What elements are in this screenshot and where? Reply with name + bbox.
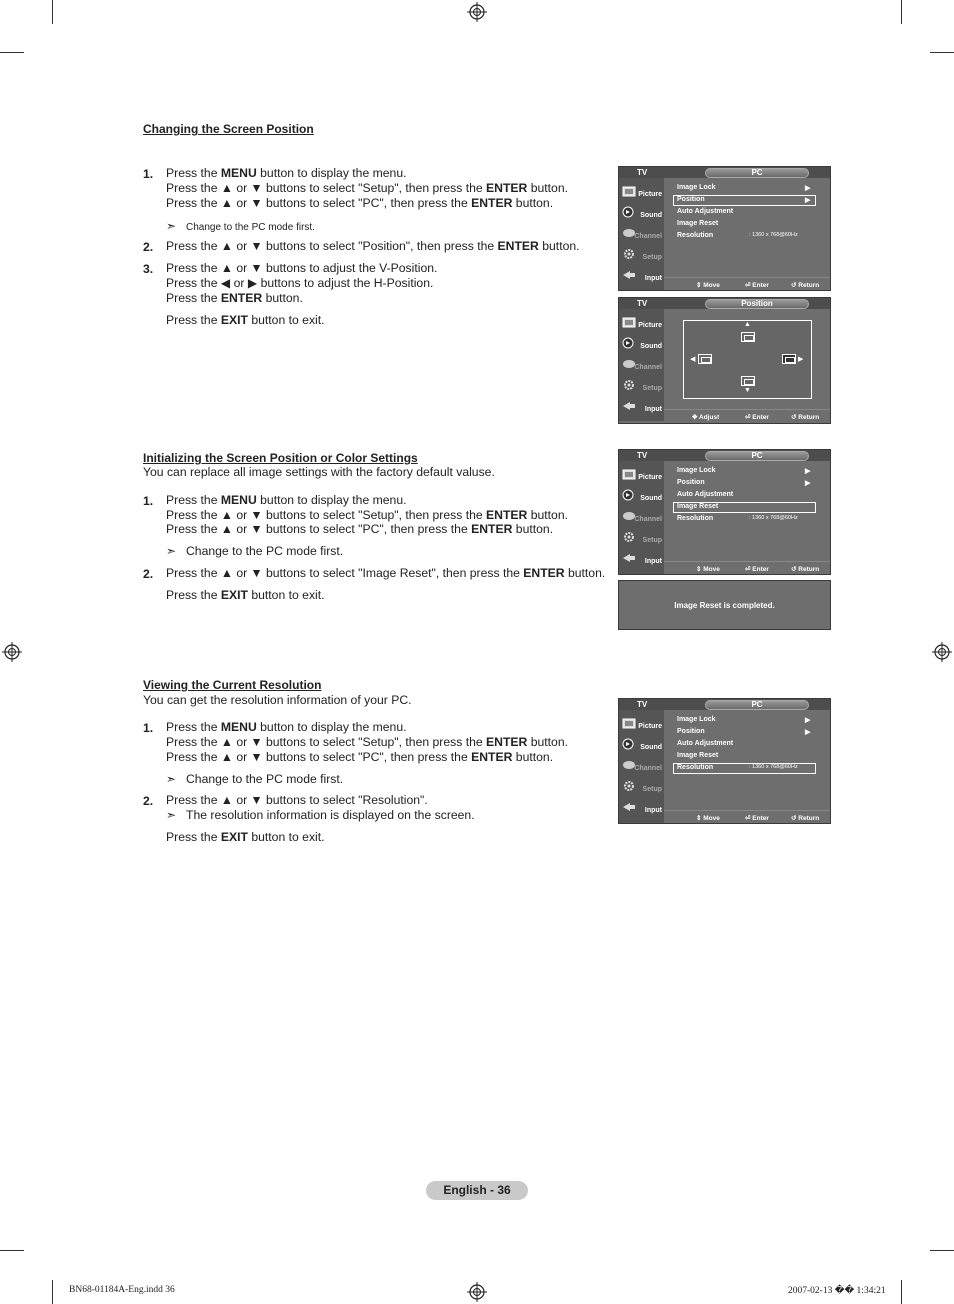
osd-foot-return: ↺ Return: [791, 414, 820, 421]
arrow-right-icon: ▶: [805, 717, 811, 724]
registration-mark-icon: [467, 2, 487, 22]
osd-foot-enter: ⏎ Enter: [745, 566, 769, 573]
picture-icon: [622, 185, 636, 197]
enter-icon: ⏎: [745, 282, 753, 289]
osd-item-auto-adjustment: Auto Adjustment: [677, 208, 734, 215]
note: ➣ The resolution information is displayed on the screen.: [166, 808, 475, 822]
note-arrow-icon: ➣: [166, 772, 177, 786]
osd-side-picture: Picture: [619, 313, 664, 334]
file-name: BN68-01184A-Eng.indd 36: [69, 1285, 175, 1295]
step-number: 2.: [143, 240, 154, 254]
osd-pc-menu: [618, 449, 831, 575]
section-title-resolution: Viewing the Current Resolution: [143, 678, 322, 692]
exit-text: Press the EXIT button to exit.: [166, 588, 325, 602]
position-down-icon: [741, 376, 755, 386]
osd-pc-menu: [618, 698, 831, 824]
osd-side-setup: Setup: [619, 777, 664, 798]
registration-mark-icon: [932, 642, 952, 662]
osd-footer: [664, 279, 830, 290]
step-text: Press the ▲ or ▼ buttons to select "PC", then press the ENTER button.: [166, 522, 554, 536]
osd-side-input: Input: [619, 798, 664, 819]
note-arrow-icon: ➣: [166, 808, 177, 822]
return-icon: ↺: [791, 815, 799, 822]
arrow-right-icon: ▶: [805, 197, 811, 204]
step-text: Press the ▲ or ▼ buttons to select "Resolution".: [166, 793, 428, 807]
gear-icon: [622, 248, 636, 260]
step-number: 1.: [143, 494, 154, 508]
step-number: 1.: [143, 721, 154, 735]
arrow-right-icon: ▶: [805, 480, 811, 487]
note: ➣ Change to the PC mode first.: [166, 772, 344, 786]
osd-item-resolution: Resolution : 1360 x 768@60Hz: [677, 764, 798, 771]
step-text: Press the ▲ or ▼ buttons to select "PC", then press the ENTER button.: [166, 196, 554, 210]
enter-icon: ⏎: [745, 815, 753, 822]
osd-item-image-lock: Image Lock ▶: [677, 716, 811, 724]
osd-item-image-lock: Image Lock ▶: [677, 467, 811, 475]
osd-side-picture: Picture: [619, 182, 664, 203]
arrow-right-icon: ▶: [805, 729, 811, 736]
osd-footer: [664, 411, 830, 422]
crop-mark: [901, 1280, 902, 1304]
osd-title: Position: [705, 299, 809, 309]
osd-foot-move: ⇕ Move: [696, 282, 720, 289]
exit-text: Press the EXIT button to exit.: [166, 830, 325, 844]
osd-tv-label: TV: [637, 168, 648, 177]
step-text: Press the MENU button to display the menu.: [166, 720, 407, 734]
osd-foot-enter: ⏎ Enter: [745, 815, 769, 822]
osd-title: PC: [705, 700, 809, 710]
crop-mark: [930, 1250, 954, 1251]
osd-sidebar: [619, 461, 664, 574]
osd-tv-label: TV: [637, 299, 648, 308]
osd-foot-return: ↺ Return: [791, 815, 820, 822]
osd-foot-move: ⇕ Move: [696, 566, 720, 573]
step-number: 1.: [143, 167, 154, 181]
sound-icon: [622, 337, 636, 349]
osd-item-position: Position ▶: [677, 728, 811, 736]
osd-sidebar: [619, 309, 664, 421]
osd-title: PC: [705, 451, 809, 461]
crop-mark: [0, 1250, 24, 1251]
crop-mark: [52, 1280, 53, 1304]
osd-side-setup: Setup: [619, 245, 664, 266]
osd-side-input: Input: [619, 397, 664, 418]
crop-mark: [901, 0, 902, 24]
registration-mark-icon: [467, 1282, 487, 1302]
step-number: 2.: [143, 794, 154, 808]
sound-icon: [622, 738, 636, 750]
step-number: 3.: [143, 262, 154, 276]
osd-item-auto-adjustment: Auto Adjustment: [677, 491, 734, 498]
osd-side-sound: Sound: [619, 735, 664, 756]
osd-sidebar: [619, 710, 664, 823]
osd-item-auto-adjustment: Auto Adjustment: [677, 740, 734, 747]
step-text: Press the ▲ or ▼ buttons to select "PC", then press the ENTER button.: [166, 750, 554, 764]
osd-item-image-lock: Image Lock ▶: [677, 184, 811, 192]
gear-icon: [622, 379, 636, 391]
return-icon: ↺: [791, 282, 799, 289]
section-title-screen-position: Changing the Screen Position: [143, 122, 314, 136]
osd-side-channel: Channel: [619, 224, 664, 245]
gear-icon: [622, 531, 636, 543]
picture-icon: [622, 717, 636, 729]
osd-tv-label: TV: [637, 451, 648, 460]
enter-icon: ⏎: [745, 566, 753, 573]
osd-side-picture: Picture: [619, 465, 664, 486]
osd-side-setup: Setup: [619, 376, 664, 397]
arrow-right-icon: ▶: [805, 468, 811, 475]
step-text: Press the ◀ or ▶ buttons to adjust the H-Position.: [166, 276, 434, 290]
osd-foot-return: ↺ Return: [791, 566, 820, 573]
osd-item-resolution: Resolution : 1360 x 768@60Hz: [677, 232, 798, 239]
osd-footer-separator: [664, 561, 830, 562]
arrow-right-icon: ▶: [798, 356, 804, 363]
registration-mark-icon: [2, 642, 22, 662]
osd-side-setup: Setup: [619, 528, 664, 549]
arrow-right-icon: ▶: [805, 185, 811, 192]
osd-foot-return: ↺ Return: [791, 282, 820, 289]
position-left-icon: [698, 354, 712, 364]
note-arrow-icon: ➣: [166, 544, 177, 558]
input-icon: [622, 552, 636, 564]
osd-item-position: Position ▶: [677, 479, 811, 487]
step-text: Press the ▲ or ▼ buttons to select "Setup", then press the ENTER button.: [166, 181, 569, 195]
gear-icon: [622, 780, 636, 792]
note: ➣ Change to the PC mode first.: [166, 219, 315, 233]
position-right-icon: [782, 354, 796, 364]
osd-side-sound: Sound: [619, 486, 664, 507]
osd-side-channel: Channel: [619, 756, 664, 777]
step-text: Press the MENU button to display the menu.: [166, 493, 407, 507]
crop-mark: [930, 52, 954, 53]
move-icon: ⇕: [696, 815, 704, 822]
input-icon: [622, 269, 636, 281]
print-timestamp: 2007-02-13 �� 1:34:21: [788, 1286, 886, 1296]
osd-side-input: Input: [619, 266, 664, 287]
return-icon: ↺: [791, 414, 799, 421]
arrow-down-icon: ▼: [744, 387, 751, 394]
osd-item-resolution: Resolution : 1360 x 768@60Hz: [677, 515, 798, 522]
step-text: Press the MENU button to display the menu.: [166, 166, 407, 180]
step-text: Press the ENTER button.: [166, 291, 303, 305]
osd-foot-adjust: ✥ Adjust: [692, 414, 720, 421]
crop-mark: [0, 52, 24, 53]
step-text: Press the ▲ or ▼ buttons to select "Position", then press the ENTER button.: [166, 239, 580, 253]
osd-side-channel: Channel: [619, 507, 664, 528]
step-text: Press the ▲ or ▼ buttons to select "Image Reset", then press the ENTER button.: [166, 566, 606, 580]
osd-item-position: Position ▶: [677, 196, 811, 204]
page-number-badge: English - 36: [426, 1181, 528, 1200]
osd-foot-enter: ⏎ Enter: [745, 282, 769, 289]
section-subtitle: You can get the resolution information of your PC.: [143, 693, 412, 707]
input-icon: [622, 400, 636, 412]
osd-footer: [664, 563, 830, 574]
osd-side-picture: Picture: [619, 714, 664, 735]
picture-icon: [622, 316, 636, 328]
arrow-left-icon: ◀: [690, 356, 696, 363]
crop-mark: [52, 0, 53, 24]
osd-item-image-reset: Image Reset: [677, 752, 719, 759]
input-icon: [622, 801, 636, 813]
osd-side-input: Input: [619, 549, 664, 570]
osd-foot-move: ⇕ Move: [696, 815, 720, 822]
step-text: Press the ▲ or ▼ buttons to select "Setup", then press the ENTER button.: [166, 508, 569, 522]
osd-title: PC: [705, 168, 809, 178]
adjust-icon: ✥: [692, 414, 700, 421]
reset-complete-message: Image Reset is completed.: [618, 580, 831, 630]
osd-position-screen: [618, 297, 831, 424]
note-arrow-icon: ➣: [166, 219, 177, 233]
section-subtitle: You can replace all image settings with the factory default valuse.: [143, 465, 495, 479]
exit-text: Press the EXIT button to exit.: [166, 313, 325, 327]
position-up-icon: [741, 332, 755, 342]
osd-footer: [664, 812, 830, 823]
osd-footer-separator: [664, 277, 830, 278]
osd-foot-enter: ⏎ Enter: [745, 414, 769, 421]
move-icon: ⇕: [696, 566, 704, 573]
enter-icon: ⏎: [745, 414, 753, 421]
step-number: 2.: [143, 567, 154, 581]
arrow-up-icon: ▲: [744, 321, 751, 328]
osd-item-image-reset: Image Reset: [677, 503, 719, 510]
osd-side-sound: Sound: [619, 203, 664, 224]
osd-item-image-reset: Image Reset: [677, 220, 719, 227]
osd-footer-separator: [664, 810, 830, 811]
section-title-initializing: Initializing the Screen Position or Color Settings: [143, 451, 418, 465]
osd-footer-separator: [664, 409, 830, 410]
osd-pc-menu: [618, 166, 831, 291]
step-text: Press the ▲ or ▼ buttons to select "Setup", then press the ENTER button.: [166, 735, 569, 749]
note: ➣ Change to the PC mode first.: [166, 544, 344, 558]
position-adjust-area: [683, 320, 812, 399]
sound-icon: [622, 206, 636, 218]
return-icon: ↺: [791, 566, 799, 573]
move-icon: ⇕: [696, 282, 704, 289]
osd-tv-label: TV: [637, 700, 648, 709]
osd-side-channel: Channel: [619, 355, 664, 376]
picture-icon: [622, 468, 636, 480]
osd-side-sound: Sound: [619, 334, 664, 355]
osd-sidebar: [619, 178, 664, 290]
sound-icon: [622, 489, 636, 501]
step-text: Press the ▲ or ▼ buttons to adjust the V-Position.: [166, 261, 438, 275]
